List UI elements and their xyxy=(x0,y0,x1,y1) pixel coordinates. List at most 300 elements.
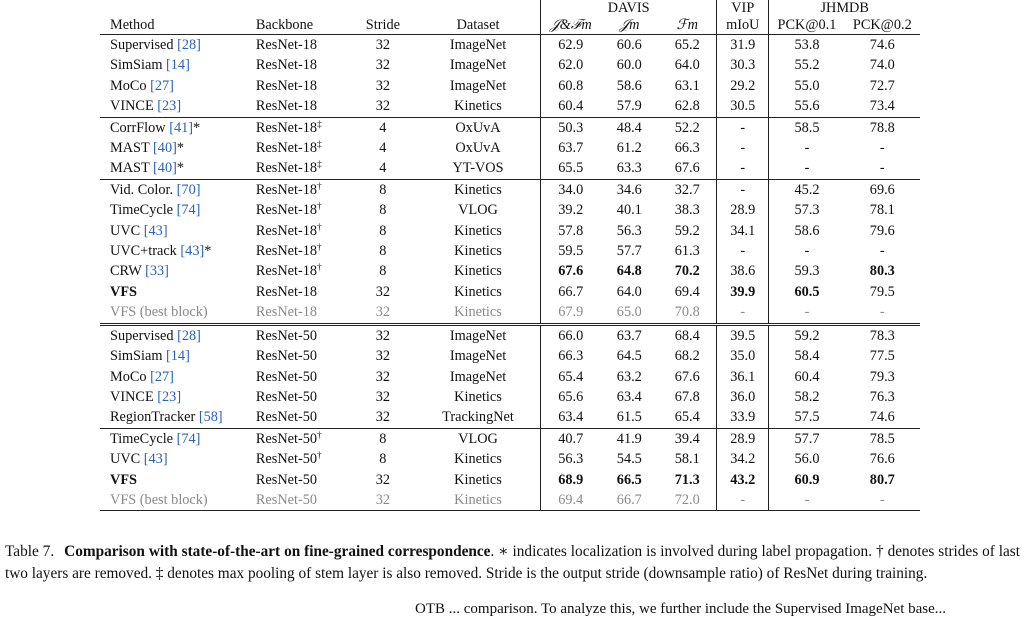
table-row xyxy=(100,35,920,56)
method-name: VFS xyxy=(110,283,138,300)
cell-f-mean: 70.8 xyxy=(674,304,700,321)
cell-vip-miou: 30.3 xyxy=(717,55,769,75)
backbone-mark: ‡ xyxy=(317,140,322,151)
cell-pck-01: 55.0 xyxy=(794,77,820,94)
cell-dataset: VLOG xyxy=(416,428,541,449)
cell-jf-mean: 67.6 xyxy=(558,263,584,280)
cell-dataset: YT-VOS xyxy=(416,158,541,179)
cell-method xyxy=(100,117,252,138)
cell-f-mean: 72.0 xyxy=(658,490,716,511)
cell-method xyxy=(100,346,252,366)
method-name: CorrFlow xyxy=(110,119,166,136)
cell-stride: 8 xyxy=(379,451,387,468)
cell-vip-miou: 30.5 xyxy=(717,96,769,117)
backbone-name: ResNet-18 xyxy=(255,160,318,177)
cell-j-mean: 64.5 xyxy=(616,348,642,365)
cell-dataset: OxUvA xyxy=(416,138,541,158)
table-row xyxy=(100,407,920,428)
cell-j-mean: 61.2 xyxy=(616,140,642,157)
cell-pck-02: 78.1 xyxy=(869,202,895,219)
method-name: Supervised xyxy=(110,327,174,344)
backbone-name: ResNet-50 xyxy=(255,327,318,344)
table-row xyxy=(100,179,920,200)
table-row xyxy=(100,324,920,346)
cell-stride: 4 xyxy=(379,140,387,157)
cell-jf-mean: 62.0 xyxy=(558,57,584,74)
backbone-name: ResNet-18 xyxy=(255,202,318,219)
cell-backbone xyxy=(252,470,350,490)
cell-pck-02: 79.3 xyxy=(869,368,895,385)
cell-pck-01: 59.2 xyxy=(769,324,845,346)
cell-vip-miou: 36.0 xyxy=(717,387,769,407)
citation: [27] xyxy=(150,368,174,385)
cell-pck-02: 78.8 xyxy=(845,117,920,138)
backbone-name: ResNet-18 xyxy=(255,243,318,260)
backbone-name: ResNet-50 xyxy=(255,409,318,426)
citation: [43] xyxy=(143,222,168,239)
cell-pck-01: 57.7 xyxy=(769,428,845,449)
cell-stride: 32 xyxy=(375,368,391,385)
cell-f-mean: 70.2 xyxy=(674,263,700,280)
vip-group-header: VIP xyxy=(717,0,769,16)
cell-backbone xyxy=(252,158,350,179)
cell-backbone xyxy=(252,76,350,96)
cell-dataset: OxUvA xyxy=(416,117,541,138)
cell-f-mean: 39.4 xyxy=(658,428,716,449)
cell-jf-mean: 59.5 xyxy=(558,243,584,260)
cell-pck-02: 80.7 xyxy=(869,471,895,488)
cell-j-mean: 63.2 xyxy=(616,368,642,385)
cell-dataset: Kinetics xyxy=(416,96,541,117)
cell-jf-mean: 57.8 xyxy=(558,222,584,239)
cell-vip-miou: - xyxy=(717,138,769,158)
results-table xyxy=(100,0,920,511)
cell-vip-miou: 35.0 xyxy=(717,346,769,366)
jhmdb-group-header: JHMDB xyxy=(820,0,869,16)
cell-method xyxy=(100,407,252,428)
cell-pck-01: 60.4 xyxy=(794,368,820,385)
backbone-name: ResNet-18 xyxy=(255,57,318,74)
cell-method xyxy=(100,470,252,490)
citation: [43] xyxy=(143,451,168,468)
backbone-name: ResNet-18 xyxy=(255,263,318,280)
cell-j-mean: 41.9 xyxy=(600,428,658,449)
cell-stride: 8 xyxy=(350,179,416,200)
cell-pck-02: 78.5 xyxy=(845,428,920,449)
cell-stride: 32 xyxy=(375,283,391,300)
cell-vip-miou: - xyxy=(717,117,769,138)
cell-pck-01: 57.3 xyxy=(794,202,820,219)
cell-pck-01: 55.6 xyxy=(794,98,820,115)
method-name: TimeCycle xyxy=(110,430,174,447)
citation: [33] xyxy=(145,263,169,280)
cell-method xyxy=(100,241,252,261)
cell-pck-02: - xyxy=(879,243,885,260)
citation: [40] xyxy=(153,140,177,157)
cell-pck-01: 58.2 xyxy=(794,388,820,405)
col-pck-01: PCK@0.1 xyxy=(769,16,845,35)
cell-method xyxy=(100,138,252,158)
cell-pck-01: 59.3 xyxy=(794,263,820,280)
cell-f-mean: 65.2 xyxy=(674,37,700,53)
cell-vip-miou: 28.9 xyxy=(717,428,769,449)
table-row xyxy=(100,55,920,75)
cell-dataset: Kinetics xyxy=(416,261,541,281)
cell-jf-mean: 60.4 xyxy=(558,98,584,115)
cell-j-mean: 63.3 xyxy=(616,160,642,177)
backbone-name: ResNet-18 xyxy=(255,119,318,136)
backbone-mark: † xyxy=(317,263,322,274)
localization-mark: * xyxy=(204,243,212,260)
backbone-name: ResNet-18 xyxy=(255,304,318,321)
citation: [14] xyxy=(166,57,190,74)
method-name: RegionTracker xyxy=(110,409,196,426)
cell-pck-01: - xyxy=(804,160,810,177)
table-row xyxy=(100,282,920,302)
cell-jf-mean: 60.8 xyxy=(558,77,584,94)
cell-pck-01: - xyxy=(804,140,810,157)
cell-f-mean: 59.2 xyxy=(674,222,700,239)
citation: [43] xyxy=(180,243,205,260)
citation: [40] xyxy=(153,160,177,177)
citation: [41] xyxy=(169,119,194,136)
table-row xyxy=(100,387,920,407)
table-row xyxy=(100,449,920,469)
backbone-name: ResNet-50 xyxy=(255,388,318,405)
table-row xyxy=(100,302,920,324)
cell-backbone xyxy=(252,138,350,158)
method-name: MoCo xyxy=(110,77,147,94)
cell-j-mean: 63.7 xyxy=(600,324,658,346)
cell-j-mean: 34.6 xyxy=(600,179,658,200)
cell-pck-02: - xyxy=(879,160,885,177)
cell-f-mean: 58.1 xyxy=(674,451,700,468)
cell-vip-miou: - xyxy=(717,158,769,179)
backbone-name: ResNet-50 xyxy=(255,451,318,468)
cell-j-mean: 63.4 xyxy=(616,388,642,405)
method-name: VFS (best block) xyxy=(110,491,208,508)
cell-dataset: Kinetics xyxy=(416,470,541,490)
cell-f-mean: 71.3 xyxy=(674,471,700,488)
cell-method xyxy=(100,179,252,200)
cell-jf-mean: 50.3 xyxy=(541,117,601,138)
cell-backbone xyxy=(252,346,350,366)
table-row xyxy=(100,470,920,490)
cell-pck-02: 74.0 xyxy=(869,57,895,74)
cell-backbone xyxy=(252,387,350,407)
localization-mark: * xyxy=(176,140,185,157)
cell-vip-miou: - xyxy=(717,490,769,511)
citation: [23] xyxy=(157,98,182,115)
cell-f-mean: 61.3 xyxy=(674,243,700,260)
cell-f-mean: 52.2 xyxy=(658,117,716,138)
cell-method xyxy=(100,367,252,387)
citation: [58] xyxy=(198,409,223,426)
cell-dataset: Kinetics xyxy=(416,302,541,324)
table-row xyxy=(100,490,920,511)
cell-vip-miou: - xyxy=(717,241,769,261)
backbone-name: ResNet-18 xyxy=(255,37,318,53)
table-header-columns xyxy=(100,16,920,35)
cell-j-mean: 64.8 xyxy=(616,263,642,280)
backbone-name: ResNet-50 xyxy=(255,368,318,385)
cell-stride: 32 xyxy=(375,98,391,115)
cell-jf-mean: 66.7 xyxy=(558,283,584,300)
cell-stride: 32 xyxy=(375,57,391,74)
cell-jf-mean: 63.4 xyxy=(558,409,584,426)
cell-dataset: Kinetics xyxy=(416,490,541,511)
method-name: UVC xyxy=(110,222,141,239)
cell-pck-01: 57.5 xyxy=(794,409,820,426)
cell-stride: 32 xyxy=(375,304,391,321)
table-row xyxy=(100,221,920,241)
cell-dataset: Kinetics xyxy=(416,241,541,261)
col-method: Method xyxy=(100,16,252,35)
citation: [70] xyxy=(176,181,201,198)
cell-backbone xyxy=(252,35,350,56)
cell-vip-miou: 43.2 xyxy=(717,470,769,490)
cell-method xyxy=(100,387,252,407)
cell-vip-miou: 31.9 xyxy=(717,35,769,56)
cell-vip-miou: 29.2 xyxy=(717,76,769,96)
cell-method xyxy=(100,221,252,241)
cell-pck-01: - xyxy=(804,304,810,321)
cell-f-mean: 65.4 xyxy=(674,409,700,426)
cell-pck-01: 53.8 xyxy=(794,37,820,53)
cell-dataset: Kinetics xyxy=(416,387,541,407)
cell-backbone xyxy=(252,367,350,387)
cell-jf-mean: 34.0 xyxy=(541,179,601,200)
table-row xyxy=(100,200,920,220)
col-dataset: Dataset xyxy=(416,16,541,35)
cell-j-mean: 64.0 xyxy=(616,283,642,300)
cell-f-mean: 32.7 xyxy=(658,179,716,200)
cell-pck-01: 60.5 xyxy=(794,283,820,300)
method-name: VINCE xyxy=(110,98,154,115)
col-backbone: Backbone xyxy=(252,16,350,35)
cell-j-mean: 61.5 xyxy=(616,409,642,426)
cell-jf-mean: 65.4 xyxy=(558,368,584,385)
method-name: TimeCycle xyxy=(110,202,174,219)
cell-jf-mean: 65.6 xyxy=(558,388,584,405)
citation: [27] xyxy=(150,77,174,94)
cell-dataset: ImageNet xyxy=(416,55,541,75)
backbone-mark: ‡ xyxy=(317,160,322,171)
cell-backbone xyxy=(252,428,350,449)
citation: [14] xyxy=(166,348,190,365)
cell-j-mean: 48.4 xyxy=(600,117,658,138)
cell-pck-01: 58.6 xyxy=(794,222,820,239)
cell-dataset: ImageNet xyxy=(416,346,541,366)
cell-jf-mean: 40.7 xyxy=(541,428,601,449)
citation: [23] xyxy=(157,388,182,405)
cell-dataset: ImageNet xyxy=(416,367,541,387)
cell-pck-02: 80.3 xyxy=(869,263,895,280)
cell-f-mean: 62.8 xyxy=(674,98,700,115)
cell-jf-mean: 66.3 xyxy=(558,348,584,365)
col-j-mean: 𝒥m xyxy=(600,16,658,35)
cell-pck-02: 74.6 xyxy=(869,37,895,53)
method-name: UVC+track xyxy=(110,243,177,260)
col-jf-mean: 𝒥&ℱm xyxy=(541,16,601,35)
cell-jf-mean: 69.4 xyxy=(541,490,601,511)
cell-method xyxy=(100,428,252,449)
cell-stride: 8 xyxy=(379,222,387,239)
cell-vip-miou: 28.9 xyxy=(717,200,769,220)
table-header-groups xyxy=(100,0,920,16)
cell-dataset: ImageNet xyxy=(416,35,541,56)
col-stride: Stride xyxy=(350,16,416,35)
cell-f-mean: 68.4 xyxy=(658,324,716,346)
cell-jf-mean: 65.5 xyxy=(558,160,584,177)
cell-pck-01: 60.9 xyxy=(794,471,820,488)
cell-pck-02: 77.5 xyxy=(869,348,895,365)
method-name: CRW xyxy=(110,263,142,280)
cell-vip-miou: - xyxy=(717,179,769,200)
cell-j-mean: 60.6 xyxy=(616,37,642,53)
cell-j-mean: 60.0 xyxy=(616,57,642,74)
cell-backbone xyxy=(252,96,350,117)
backbone-mark: † xyxy=(317,451,322,462)
davis-group-header: DAVIS xyxy=(607,0,650,16)
next-paragraph-fragment: OTB ... comparison. To analyze this, we further include the Supervised ImageNet base... xyxy=(415,601,947,617)
backbone-name: ResNet-18 xyxy=(255,181,318,198)
cell-pck-02: 74.6 xyxy=(869,409,895,426)
backbone-name: ResNet-18 xyxy=(255,98,318,115)
cell-method xyxy=(100,324,252,346)
cell-stride: 8 xyxy=(379,263,387,280)
cell-pck-01: 56.0 xyxy=(794,451,820,468)
cell-pck-02: 73.4 xyxy=(869,98,895,115)
caption-title: Comparison with state-of-the-art on fine-grained correspondence xyxy=(64,543,491,560)
citation: [28] xyxy=(177,37,201,53)
cell-stride: 32 xyxy=(375,409,391,426)
cell-stride: 8 xyxy=(379,202,387,219)
backbone-mark: ‡ xyxy=(317,119,322,130)
cell-backbone xyxy=(252,179,350,200)
method-name: MAST xyxy=(110,160,150,177)
table-row xyxy=(100,76,920,96)
table-row xyxy=(100,346,920,366)
cell-j-mean: 56.3 xyxy=(616,222,642,239)
cell-dataset: ImageNet xyxy=(416,324,541,346)
cell-vip-miou: - xyxy=(717,302,769,324)
cell-method xyxy=(100,55,252,75)
cell-backbone xyxy=(252,117,350,138)
cell-pck-02: - xyxy=(845,490,920,511)
cell-method xyxy=(100,200,252,220)
method-name: MoCo xyxy=(110,368,147,385)
cell-stride: 32 xyxy=(375,348,391,365)
cell-f-mean: 63.1 xyxy=(674,77,700,94)
cell-method xyxy=(100,76,252,96)
cell-f-mean: 67.6 xyxy=(674,368,700,385)
cell-backbone xyxy=(252,261,350,281)
backbone-name: ResNet-50 xyxy=(255,471,318,488)
backbone-name: ResNet-18 xyxy=(255,77,318,94)
cell-stride: 8 xyxy=(379,243,387,260)
cell-dataset: TrackingNet xyxy=(416,407,541,428)
cell-j-mean: 66.5 xyxy=(616,471,642,488)
cell-j-mean: 65.0 xyxy=(616,304,642,321)
method-name: SimSiam xyxy=(110,348,163,365)
col-pck-02: PCK@0.2 xyxy=(845,16,920,35)
backbone-mark: † xyxy=(317,181,322,192)
cell-backbone xyxy=(252,324,350,346)
backbone-name: ResNet-18 xyxy=(255,283,318,300)
cell-backbone xyxy=(252,282,350,302)
cell-pck-02: 79.5 xyxy=(869,283,895,300)
cell-vip-miou: 38.6 xyxy=(717,261,769,281)
cell-j-mean: 57.7 xyxy=(616,243,642,260)
cell-f-mean: 69.4 xyxy=(674,283,700,300)
cell-method xyxy=(100,35,252,56)
cell-jf-mean: 66.0 xyxy=(541,324,601,346)
cell-dataset: Kinetics xyxy=(416,179,541,200)
cell-vip-miou: 36.1 xyxy=(717,367,769,387)
cell-j-mean: 40.1 xyxy=(616,202,642,219)
cell-f-mean: 68.2 xyxy=(674,348,700,365)
citation: [74] xyxy=(176,430,201,447)
cell-pck-02: 69.6 xyxy=(845,179,920,200)
caption-label: Table 7. xyxy=(5,543,55,560)
cell-pck-02: 76.3 xyxy=(869,388,895,405)
cell-f-mean: 38.3 xyxy=(674,202,700,219)
cell-jf-mean: 68.9 xyxy=(558,471,584,488)
cell-method xyxy=(100,449,252,469)
cell-pck-02: - xyxy=(879,304,885,321)
cell-j-mean: 54.5 xyxy=(616,451,642,468)
cell-dataset: Kinetics xyxy=(416,449,541,469)
cell-f-mean: 64.0 xyxy=(674,57,700,74)
method-name: VFS (best block) xyxy=(110,304,208,321)
cell-jf-mean: 39.2 xyxy=(558,202,584,219)
backbone-mark: † xyxy=(317,243,322,254)
cell-pck-02: 79.6 xyxy=(869,222,895,239)
citation: [28] xyxy=(177,327,201,344)
cell-jf-mean: 67.9 xyxy=(558,304,584,321)
cell-pck-01: 45.2 xyxy=(769,179,845,200)
cell-vip-miou: 34.1 xyxy=(717,221,769,241)
cell-pck-02: 72.7 xyxy=(869,77,895,94)
backbone-name: ResNet-50 xyxy=(255,430,318,447)
cell-stride: 32 xyxy=(350,490,416,511)
cell-stride: 4 xyxy=(379,160,387,177)
cell-method xyxy=(100,158,252,179)
cell-backbone xyxy=(252,407,350,428)
cell-vip-miou: 34.2 xyxy=(717,449,769,469)
cell-j-mean: 57.9 xyxy=(616,98,642,115)
table-caption xyxy=(5,541,1020,584)
cell-backbone xyxy=(252,302,350,324)
cell-method xyxy=(100,96,252,117)
cell-f-mean: 67.6 xyxy=(674,160,700,177)
table-row xyxy=(100,117,920,138)
table-row xyxy=(100,261,920,281)
cell-pck-01: 58.4 xyxy=(794,348,820,365)
method-name: MAST xyxy=(110,140,150,157)
table-row xyxy=(100,241,920,261)
cell-dataset: Kinetics xyxy=(416,282,541,302)
cell-backbone xyxy=(252,221,350,241)
localization-mark: * xyxy=(193,119,201,136)
cell-stride: 32 xyxy=(375,471,391,488)
cell-f-mean: 67.8 xyxy=(674,388,700,405)
method-name: VFS xyxy=(110,471,138,488)
cell-method xyxy=(100,302,252,324)
cell-pck-02: - xyxy=(879,140,885,157)
cell-f-mean: 66.3 xyxy=(674,140,700,157)
